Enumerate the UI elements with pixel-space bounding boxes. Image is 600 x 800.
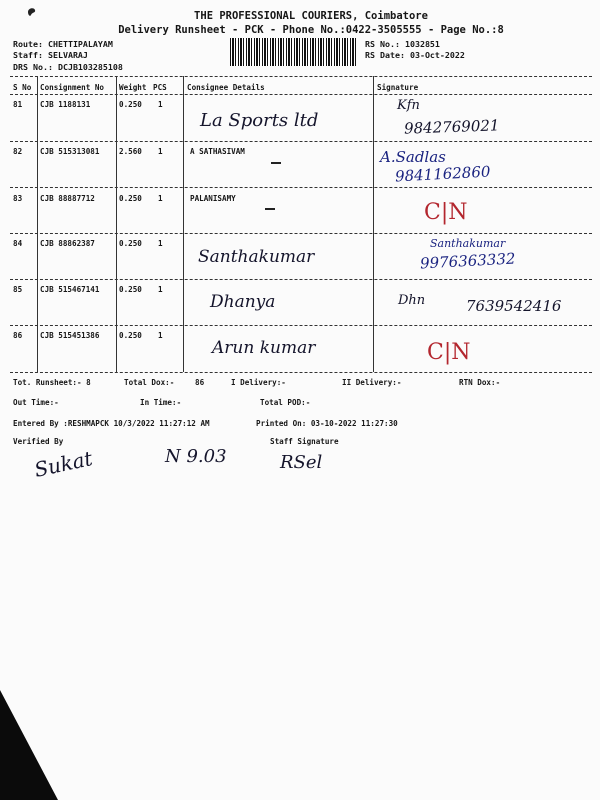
column-divider xyxy=(373,76,374,372)
col-header-weight: Weight xyxy=(119,83,147,92)
verifier-signature: Sukat xyxy=(32,446,95,482)
staff-signature-label: Staff Signature xyxy=(270,437,339,446)
column-divider xyxy=(183,76,184,372)
handwritten-signature: Santhakumar xyxy=(430,237,506,250)
total-dox-value: 86 xyxy=(195,378,205,387)
col-header-consignee: Consignee Details xyxy=(187,83,265,92)
row-pcs: 1 xyxy=(158,239,163,248)
row-sno: 83 xyxy=(13,194,23,203)
row-pcs: 1 xyxy=(158,194,163,203)
route-label: Route: CHETTIPALAYAM xyxy=(13,39,113,49)
row-divider xyxy=(10,187,592,188)
row-consignment: CJB 515451386 xyxy=(40,331,100,340)
staff-label: Staff: SELVARAJ xyxy=(13,50,88,60)
row-sno: 81 xyxy=(13,100,23,109)
handwritten-phone: 9976363332 xyxy=(419,249,516,273)
dash-mark xyxy=(265,208,275,210)
in-time: In Time:- xyxy=(140,398,182,407)
rtn-dox: RTN Dox:- xyxy=(459,378,501,387)
total-pod: Total POD:- xyxy=(260,398,311,407)
row-divider xyxy=(10,325,592,326)
table-top-rule xyxy=(10,76,592,77)
row-weight: 0.250 xyxy=(119,239,142,248)
handwritten-consignee: Santhakumar xyxy=(198,247,315,267)
company-title: THE PROFESSIONAL COURIERS, Coimbatore xyxy=(194,10,428,22)
row-weight: 0.250 xyxy=(119,331,142,340)
total-runsheet: Tot. Runsheet:- 8 xyxy=(13,378,91,387)
col-header-pcs: PCS xyxy=(153,83,167,92)
row-consignee: PALANISAMY xyxy=(190,194,236,203)
row-weight: 0.250 xyxy=(119,285,142,294)
barcode xyxy=(230,38,356,66)
entered-by: Entered By :RESHMAPCK 10/3/2022 11:27:12 AM xyxy=(13,419,210,428)
runsheet-title: Delivery Runsheet - PCK - Phone No.:0422-3505555 - Page No.:8 xyxy=(118,24,504,36)
drs-number: DRS No.: DCJB103285108 xyxy=(13,62,123,72)
row-sno: 82 xyxy=(13,147,23,156)
row-divider xyxy=(10,233,592,234)
out-time: Out Time:- xyxy=(13,398,59,407)
row-weight: 0.250 xyxy=(119,100,142,109)
handwritten-consignee: Dhanya xyxy=(210,292,276,312)
row-sno: 85 xyxy=(13,285,23,294)
i-delivery: I Delivery:- xyxy=(231,378,286,387)
handwritten-signature: Kfn xyxy=(397,98,420,113)
handwritten-phone: 7639542416 xyxy=(466,297,562,315)
dash-mark xyxy=(271,162,281,164)
staff-signature: RSel xyxy=(280,452,323,473)
handwritten-signature: Dhn xyxy=(398,293,426,308)
row-weight: 0.250 xyxy=(119,194,142,203)
row-pcs: 1 xyxy=(158,147,163,156)
handwritten-consignee: Arun kumar xyxy=(212,338,316,358)
total-dox-label: Total Dox:- xyxy=(124,378,175,387)
header-bottom-rule xyxy=(10,94,592,95)
row-pcs: 1 xyxy=(158,331,163,340)
row-consignment: CJB 1188131 xyxy=(40,100,91,109)
verified-by-label: Verified By xyxy=(13,437,64,446)
row-pcs: 1 xyxy=(158,285,163,294)
row-sno: 84 xyxy=(13,239,23,248)
handwritten-signature: A.Sadlas xyxy=(380,148,446,166)
col-header-consignment: Consignment No xyxy=(40,83,105,92)
rs-number: RS No.: 1032851 xyxy=(365,39,440,49)
row-sno: 86 xyxy=(13,331,23,340)
col-header-signature: Signature xyxy=(377,83,419,92)
handwritten-signature: C|N xyxy=(424,200,468,225)
column-divider xyxy=(37,76,38,372)
rs-date: RS Date: 03-Oct-2022 xyxy=(365,50,465,60)
ii-delivery: II Delivery:- xyxy=(342,378,402,387)
handwritten-phone: 9842769021 xyxy=(403,116,500,138)
col-header-sno: S No xyxy=(13,83,32,92)
corner-shadow xyxy=(0,690,58,800)
column-divider xyxy=(116,76,117,372)
row-divider xyxy=(10,141,592,142)
row-consignment: CJB 515313081 xyxy=(40,147,100,156)
row-weight: 2.560 xyxy=(119,147,142,156)
handwritten-phone: 9841162860 xyxy=(394,162,491,186)
row-consignment: CJB 88862387 xyxy=(40,239,95,248)
row-pcs: 1 xyxy=(158,100,163,109)
printed-on: Printed On: 03-10-2022 11:27:30 xyxy=(256,419,398,428)
row-consignment: CJB 88887712 xyxy=(40,194,95,203)
row-consignee: A SATHASIVAM xyxy=(190,147,245,156)
handwritten-signature: C|N xyxy=(427,340,471,365)
row-divider xyxy=(10,279,592,280)
middle-signature: N 9.03 xyxy=(165,446,227,467)
handwritten-consignee: La Sports ltd xyxy=(200,110,319,131)
table-bottom-rule xyxy=(10,372,592,373)
row-consignment: CJB 515467141 xyxy=(40,285,100,294)
